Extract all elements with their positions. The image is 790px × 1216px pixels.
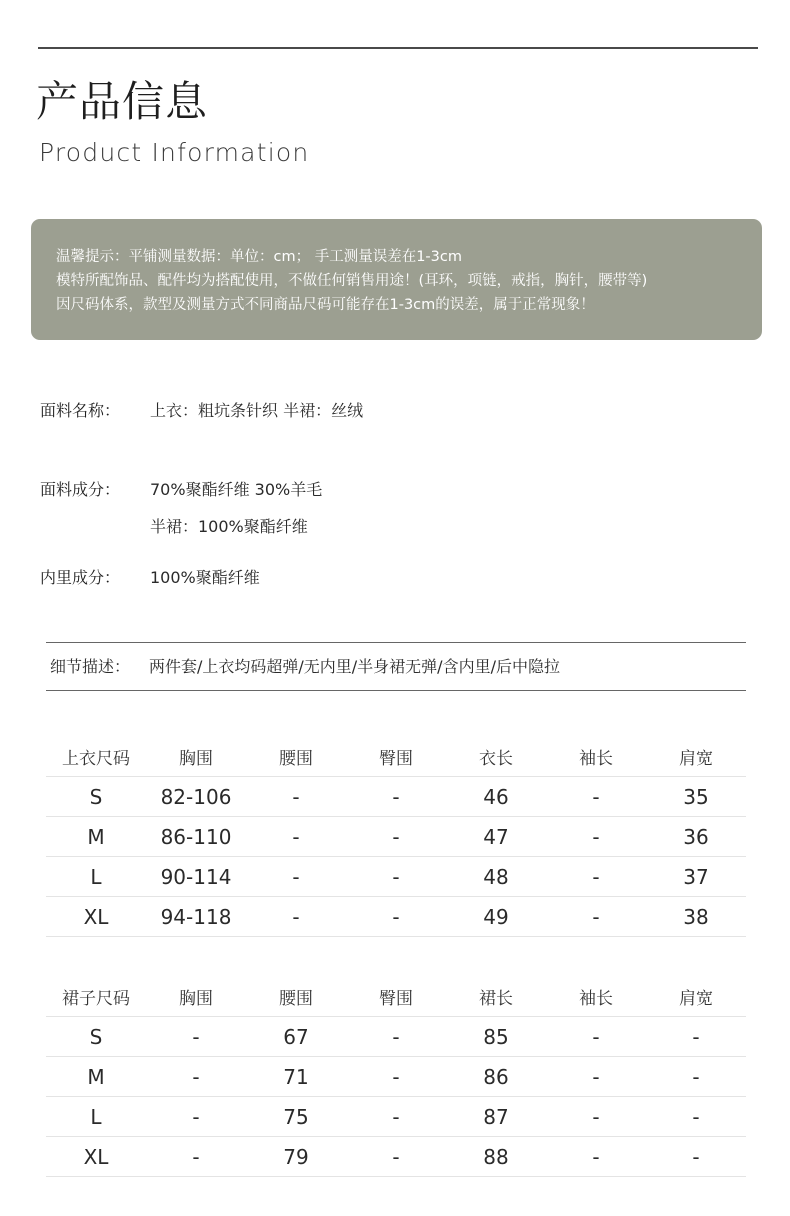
table-cell: - bbox=[346, 1057, 446, 1097]
table-cell: 38 bbox=[646, 897, 746, 937]
table-header-cell: 臀围 bbox=[346, 737, 446, 777]
page-subtitle: Product Information bbox=[39, 138, 310, 167]
table-cell: 37 bbox=[646, 857, 746, 897]
table-cell: 35 bbox=[646, 777, 746, 817]
table-header-cell: 腰围 bbox=[246, 977, 346, 1017]
table-cell: - bbox=[146, 1017, 246, 1057]
table-cell: - bbox=[246, 777, 346, 817]
table-cell: - bbox=[546, 857, 646, 897]
table-cell: - bbox=[346, 1137, 446, 1177]
table-header-cell: 胸围 bbox=[146, 977, 246, 1017]
detail-description bbox=[46, 642, 746, 691]
table-cell: - bbox=[146, 1097, 246, 1137]
table-header-row bbox=[46, 737, 746, 777]
table-cell: - bbox=[246, 817, 346, 857]
table-cell: - bbox=[346, 817, 446, 857]
table-header-cell: 袖长 bbox=[546, 737, 646, 777]
top-divider bbox=[38, 47, 758, 49]
table-cell: - bbox=[346, 1097, 446, 1137]
table-cell: 46 bbox=[446, 777, 546, 817]
table-cell: 36 bbox=[646, 817, 746, 857]
spec-value: 100%聚酯纤维 bbox=[150, 568, 260, 587]
table-cell: 48 bbox=[446, 857, 546, 897]
detail-label: 细节描述： bbox=[50, 657, 131, 676]
table-cell: 86-110 bbox=[146, 817, 246, 857]
table-cell: - bbox=[546, 777, 646, 817]
table-cell: - bbox=[146, 1057, 246, 1097]
notice-box bbox=[31, 219, 762, 340]
table-cell: - bbox=[646, 1017, 746, 1057]
table-cell: L bbox=[46, 857, 146, 897]
table-cell: - bbox=[146, 1137, 246, 1177]
table-header-cell: 腰围 bbox=[246, 737, 346, 777]
table-cell: - bbox=[546, 817, 646, 857]
notice-line: 因尺码体系，款型及测量方式不同商品尺码可能存在1-3cm的误差，属于正常现象！ bbox=[56, 297, 595, 313]
detail-value: 两件套/上衣均码超弹/无内里/半身裙无弹/含内里/后中隐拉 bbox=[149, 657, 560, 676]
table-row bbox=[46, 897, 746, 937]
table-cell: - bbox=[346, 1017, 446, 1057]
table-cell: XL bbox=[46, 1137, 146, 1177]
spec-value: 半裙：100%聚酯纤维 bbox=[150, 517, 308, 536]
table-cell: 86 bbox=[446, 1057, 546, 1097]
table-header-cell: 衣长 bbox=[446, 737, 546, 777]
table-cell: - bbox=[546, 1097, 646, 1137]
spec-value: 上衣：粗坑条针织 半裙：丝绒 bbox=[150, 401, 364, 420]
table-cell: - bbox=[546, 1137, 646, 1177]
table-cell: - bbox=[546, 897, 646, 937]
table-cell: 94-118 bbox=[146, 897, 246, 937]
table-header-cell: 臀围 bbox=[346, 977, 446, 1017]
table-cell: 75 bbox=[246, 1097, 346, 1137]
table-header-cell: 肩宽 bbox=[646, 737, 746, 777]
table-row bbox=[46, 1057, 746, 1097]
table-row bbox=[46, 1137, 746, 1177]
table-header-cell: 裙子尺码 bbox=[46, 977, 146, 1017]
table-cell: - bbox=[646, 1097, 746, 1137]
table-row bbox=[46, 1017, 746, 1057]
table-cell: 49 bbox=[446, 897, 546, 937]
table-row bbox=[46, 777, 746, 817]
spec-label: 内里成分： bbox=[40, 568, 121, 587]
table-cell: - bbox=[346, 897, 446, 937]
spec-label: 面料名称： bbox=[40, 401, 121, 420]
table-cell: 82-106 bbox=[146, 777, 246, 817]
table-cell: 90-114 bbox=[146, 857, 246, 897]
skirt-size-table bbox=[46, 977, 746, 1177]
table-cell: - bbox=[546, 1017, 646, 1057]
table-header-cell: 肩宽 bbox=[646, 977, 746, 1017]
table-header-cell: 胸围 bbox=[146, 737, 246, 777]
table-cell: 79 bbox=[246, 1137, 346, 1177]
table-cell: 67 bbox=[246, 1017, 346, 1057]
table-cell: - bbox=[246, 897, 346, 937]
table-cell: 88 bbox=[446, 1137, 546, 1177]
table-cell: - bbox=[646, 1137, 746, 1177]
table-cell: S bbox=[46, 1017, 146, 1057]
table-cell: - bbox=[346, 857, 446, 897]
table-cell: XL bbox=[46, 897, 146, 937]
table-cell: - bbox=[646, 1057, 746, 1097]
table-row bbox=[46, 817, 746, 857]
spec-label: 面料成分： bbox=[40, 480, 121, 499]
table-row bbox=[46, 857, 746, 897]
table-cell: - bbox=[246, 857, 346, 897]
table-row bbox=[46, 1097, 746, 1137]
table-header-cell: 上衣尺码 bbox=[46, 737, 146, 777]
table-header-cell: 裙长 bbox=[446, 977, 546, 1017]
table-cell: M bbox=[46, 817, 146, 857]
table-cell: S bbox=[46, 777, 146, 817]
table-cell: 47 bbox=[446, 817, 546, 857]
page-title: 产品信息 bbox=[36, 77, 209, 126]
notice-line: 温馨提示：平铺测量数据：单位：cm； 手工测量误差在1-3cm bbox=[56, 249, 462, 265]
table-cell: - bbox=[546, 1057, 646, 1097]
table-cell: L bbox=[46, 1097, 146, 1137]
table-cell: 85 bbox=[446, 1017, 546, 1057]
table-header-cell: 袖长 bbox=[546, 977, 646, 1017]
table-header-row bbox=[46, 977, 746, 1017]
spec-value: 70%聚酯纤维 30%羊毛 bbox=[150, 480, 323, 499]
top-size-table bbox=[46, 737, 746, 937]
table-cell: - bbox=[346, 777, 446, 817]
table-cell: 87 bbox=[446, 1097, 546, 1137]
table-cell: 71 bbox=[246, 1057, 346, 1097]
notice-line: 模特所配饰品、配件均为搭配使用，不做任何销售用途！(耳环，项链，戒指，胸针，腰带等) bbox=[56, 273, 648, 289]
table-cell: M bbox=[46, 1057, 146, 1097]
